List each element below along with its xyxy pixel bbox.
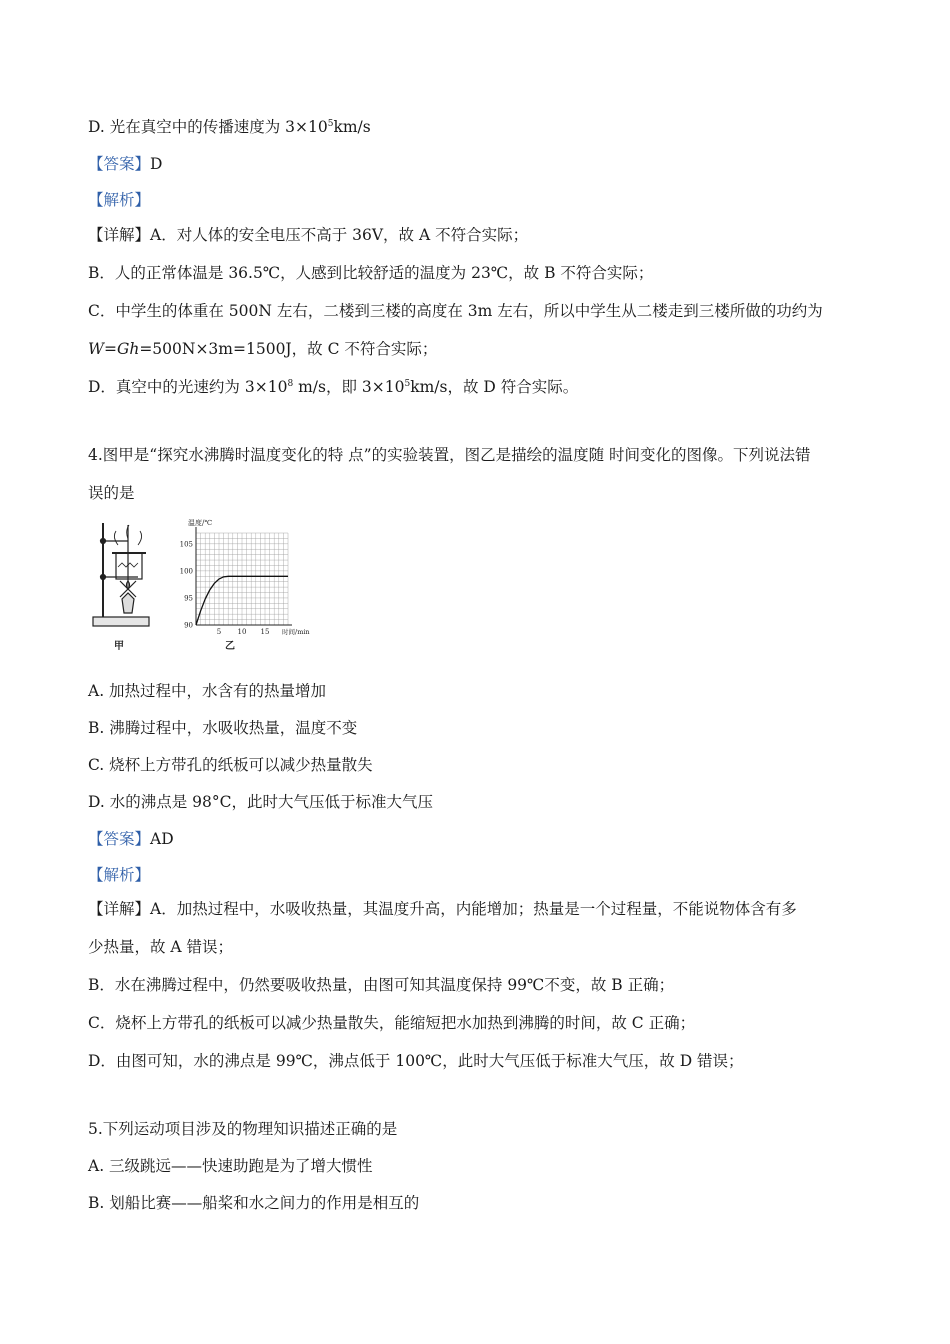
q3-option-d	[88, 117, 371, 137]
var-w: W	[88, 340, 104, 358]
q4-stem-line1: 4.图甲是“探究水沸腾时温度变化的特 点”的实验装置，图乙是描绘的温度随 时间变化的图像。下列说法错	[88, 446, 811, 464]
y-axis-label: 温度/℃	[188, 519, 213, 527]
q4-figure	[88, 515, 328, 655]
q3-option-d-unit: km/s	[333, 118, 371, 136]
detail-text: =500N×3m=1500J，故 C 不符合实际；	[139, 340, 438, 358]
q4-option-d: D. 水的沸点是 98°C，此时大气压低于标准大气压	[88, 793, 433, 811]
apparatus-base	[93, 617, 149, 626]
detail-text: A．对人体的安全电压不高于 36V，故 A 不符合实际；	[150, 226, 529, 244]
y-tick-label: 105	[179, 540, 193, 549]
q4-option-c: C. 烧杯上方带孔的纸板可以减少热量散失	[88, 756, 373, 774]
q4-detail-a2: 少热量，故 A 错误；	[88, 938, 234, 956]
q3-detail-b: B．人的正常体温是 36.5℃，人感到比较舒适的温度为 23℃，故 B 不符合实际；	[88, 264, 654, 282]
x-tick-label: 10	[237, 628, 247, 636]
q4-analysis-label: 【解析】	[88, 866, 151, 884]
clamp-knob	[101, 575, 106, 580]
answer-label: 【答案】	[88, 830, 151, 848]
x-axis-label: 时间/min	[282, 628, 310, 636]
detail-label: 【详解】	[88, 226, 151, 244]
y-tick-label: 90	[184, 621, 193, 630]
q4-figure-svg	[88, 515, 328, 655]
q5-option-b: B. 划船比赛——船桨和水之间力的作用是相互的	[88, 1194, 420, 1212]
apparatus-illustration	[93, 523, 149, 626]
alcohol-lamp	[122, 593, 134, 613]
q3-detail-c2	[88, 339, 437, 359]
sup-exponent: 5	[404, 379, 411, 389]
q3-detail-d	[88, 377, 578, 397]
y-tick-label: 100	[179, 567, 193, 576]
q4-option-b: B. 沸腾过程中，水吸收热量，温度不变	[88, 719, 358, 737]
q3-option-d-sup: 5	[327, 119, 334, 129]
q4-detail-b: B．水在沸腾过程中，仍然要吸收热量，由图可知其温度保持 99℃不变，故 B 正确；	[88, 976, 675, 994]
q5-stem: 5.下列运动项目涉及的物理知识描述正确的是	[88, 1120, 398, 1138]
x-tick-label: 15	[260, 628, 270, 636]
detail-text: A．加热过程中，水吸收热量，其温度升高，内能增加；热量是一个过程量，不能说物体含有多	[150, 900, 797, 918]
y-tick-label: 95	[184, 594, 193, 603]
temperature-chart	[180, 518, 310, 636]
q5-option-a: A. 三级跳远——快速助跑是为了增大惯性	[88, 1157, 373, 1175]
q3-detail-c1: C．中学生的体重在 500N 左右，二楼到三楼的高度在 3m 左右，所以中学生从二楼走到三楼所做的功约为	[88, 302, 823, 320]
q4-option-a: A. 加热过程中，水含有的热量增加	[88, 682, 327, 700]
q3-answer	[88, 154, 162, 174]
detail-label: 【详解】	[88, 900, 151, 918]
label-yi: 乙	[225, 641, 235, 652]
q3-detail-a	[88, 225, 528, 245]
q4-detail-d: D．由图可知，水的沸点是 99℃，沸点低于 100℃，此时大气压低于标准大气压，故 D 错误；	[88, 1052, 744, 1070]
answer-label: 【答案】	[88, 155, 151, 173]
detail-text: D．真空中的光速约为 3×10	[88, 378, 288, 396]
q4-answer	[88, 829, 174, 849]
detail-text: m/s，即 3×10	[293, 378, 405, 396]
q4-detail-c: C．烧杯上方带孔的纸板可以减少热量散失，能缩短把水加热到沸腾的时间，故 C 正确；	[88, 1014, 696, 1032]
equals-sign: =	[103, 340, 117, 358]
q4-stem-line2: 误的是	[88, 484, 135, 502]
x-tick-label: 5	[216, 628, 222, 636]
detail-text: km/s，故 D 符合实际。	[410, 378, 579, 396]
sup-exponent: 8	[287, 379, 294, 389]
flame	[127, 581, 130, 589]
answer-value: AD	[150, 830, 174, 848]
q3-option-d-text: D. 光在真空中的传播速度为 3×10	[88, 118, 328, 136]
clamp-knob	[101, 539, 106, 544]
label-jia: 甲	[114, 641, 124, 652]
q3-analysis-label: 【解析】	[88, 191, 151, 209]
var-gh: Gh	[116, 340, 140, 358]
beaker	[116, 553, 142, 579]
answer-value: D	[150, 155, 163, 173]
q4-detail-a1	[88, 899, 797, 919]
